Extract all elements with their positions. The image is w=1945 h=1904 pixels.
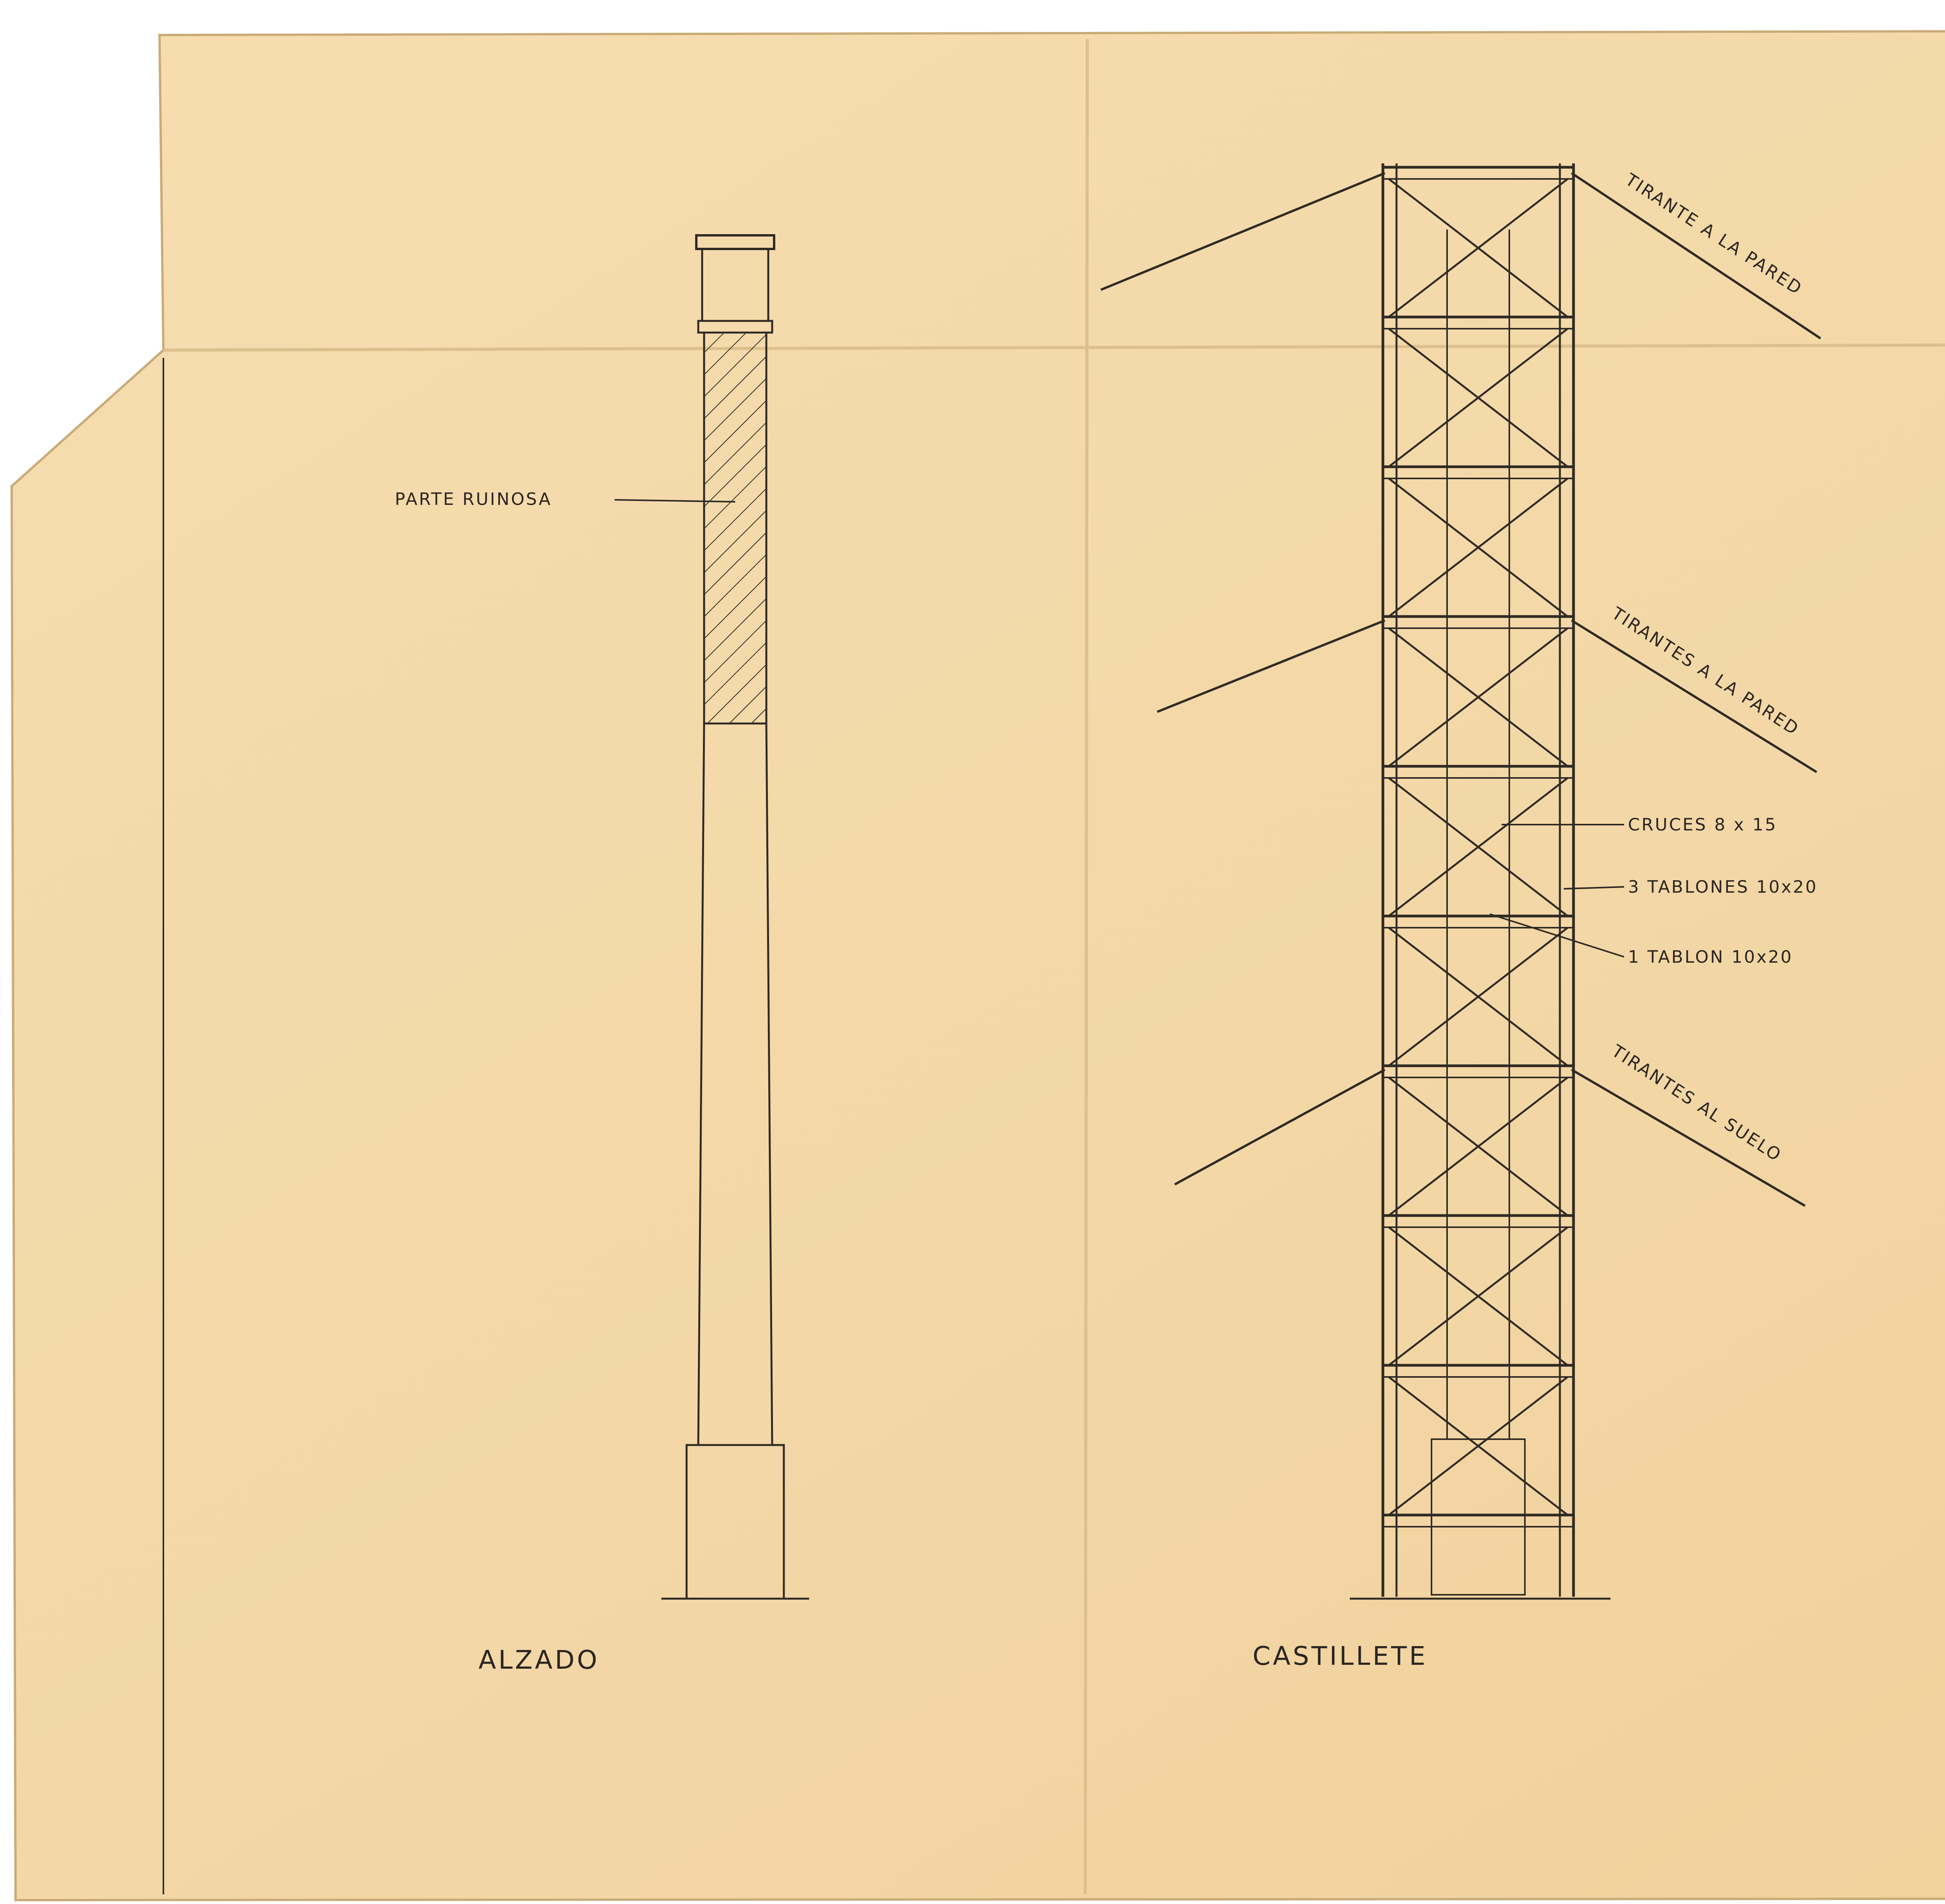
note-tirante-pared: TIRANTE A LA PARED	[1622, 170, 1807, 300]
spec-3-tablones: 3 TABLONES 10x20	[1628, 877, 1818, 897]
fold-line-vertical	[1085, 39, 1087, 1894]
note-tirantes-pared: TIRANTES A LA PARED	[1608, 603, 1803, 740]
alzado-label: ALZADO	[478, 1645, 600, 1675]
spec-1-tablon: 1 TABLON 10x20	[1628, 947, 1793, 967]
castillete-label: CASTILLETE	[1253, 1641, 1428, 1671]
note-tirantes-suelo: TIRANTES AL SUELO	[1608, 1041, 1786, 1166]
spec-cruces: CRUCES 8 x 15	[1628, 815, 1777, 835]
chimney-ruined-part	[704, 333, 766, 723]
ruin-label: PARTE RUINOSA	[395, 489, 552, 509]
